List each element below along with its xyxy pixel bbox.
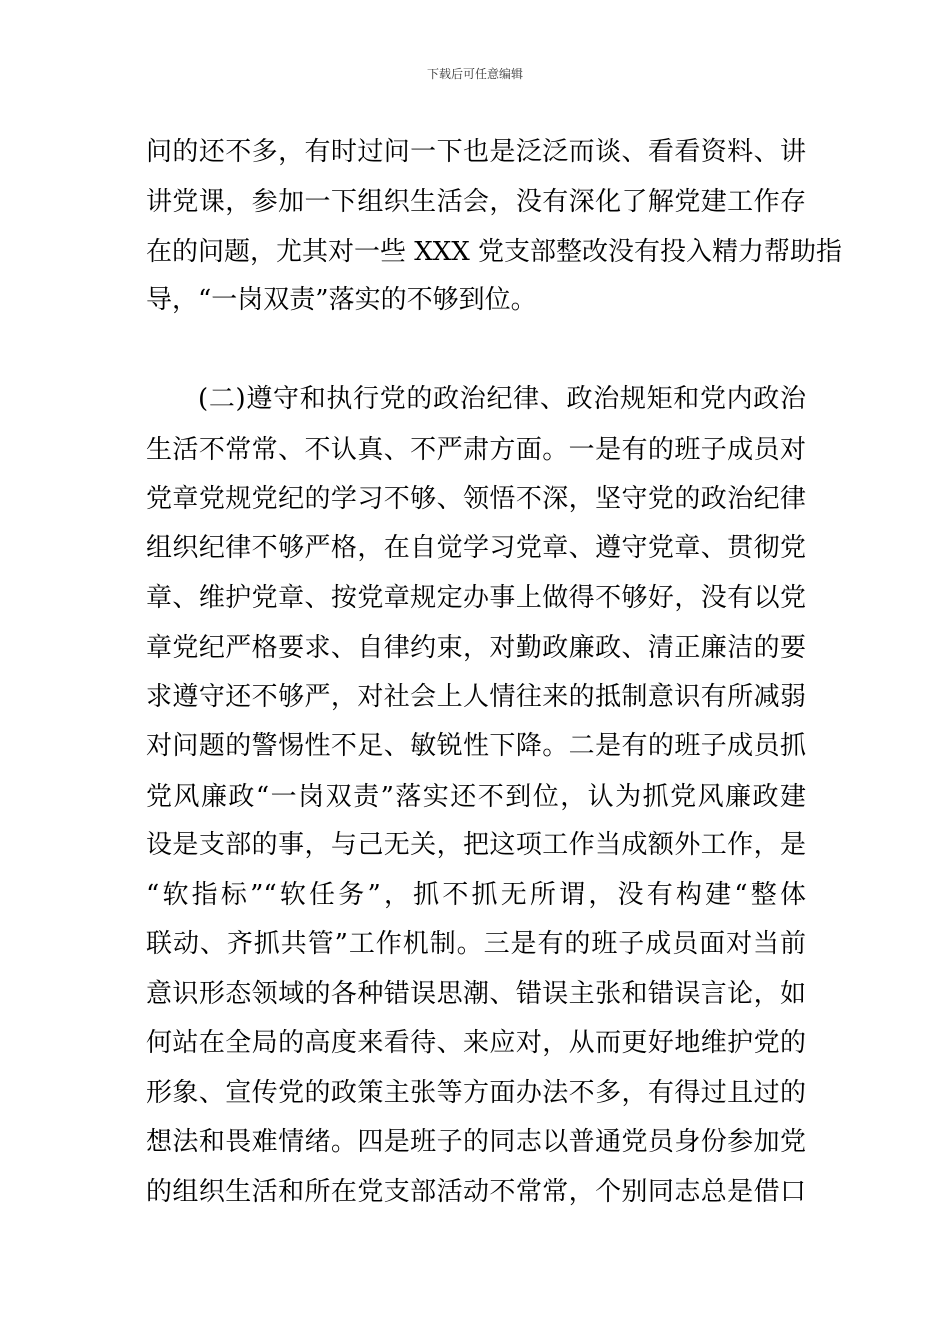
text-line: 何站在全局的高度来看待、来应对，从而更好地维护党的	[146, 1028, 806, 1058]
text-line: 导，“一岗双责”落实的不够到位。	[146, 285, 537, 315]
text-line: (二)遵守和执行党的政治纪律、政治规矩和党内政治	[198, 384, 806, 414]
text-line: 组织纪律不够严格，在自觉学习党章、遵守党章、贯彻党	[146, 533, 806, 563]
text-line: 求遵守还不够严，对社会上人情往来的抵制意识有所减弱	[146, 682, 806, 712]
text-line: 在的问题，尤其对一些 XXX 党支部整改没有投入精力帮助指	[146, 237, 843, 267]
text-line: 党章党规党纪的学习不够、领悟不深，坚守党的政治纪律	[146, 484, 806, 514]
text-line: 对问题的警惕性不足、敏锐性下降。二是有的班子成员抓	[146, 731, 806, 761]
text-line: “软指标”“软任务”，抓不抓无所谓，没有构建“整体	[146, 880, 806, 910]
text-line: 党风廉政“一岗双责”落实还不到位，认为抓党风廉政建	[146, 782, 806, 812]
text-line: 问的还不多，有时过问一下也是泛泛而谈、看看资料、讲	[146, 137, 806, 167]
text-line: 的组织生活和所在党支部活动不常常，个别同志总是借口	[146, 1177, 806, 1207]
text-line: 章党纪严格要求、自律约束，对勤政廉政、清正廉洁的要	[146, 633, 806, 663]
text-line: 章、维护党章、按党章规定办事上做得不够好，没有以党	[146, 583, 806, 613]
page-header: 下载后可任意编辑	[426, 67, 523, 81]
text-line: 意识形态领域的各种错误思潮、错误主张和错误言论，如	[146, 979, 806, 1009]
text-line: 生活不常常、不认真、不严肃方面。一是有的班子成员对	[146, 435, 806, 465]
text-line: 设是支部的事，与己无关，把这项工作当成额外工作，是	[146, 830, 806, 860]
text-line: 形象、宣传党的政策主张等方面办法不多，有得过且过的	[146, 1078, 806, 1108]
text-line: 讲党课，参加一下组织生活会，没有深化了解党建工作存	[146, 187, 806, 217]
text-line: 想法和畏难情绪。四是班子的同志以普通党员身份参加党	[146, 1127, 806, 1157]
text-line: 联动、齐抓共管”工作机制。三是有的班子成员面对当前	[146, 929, 806, 959]
